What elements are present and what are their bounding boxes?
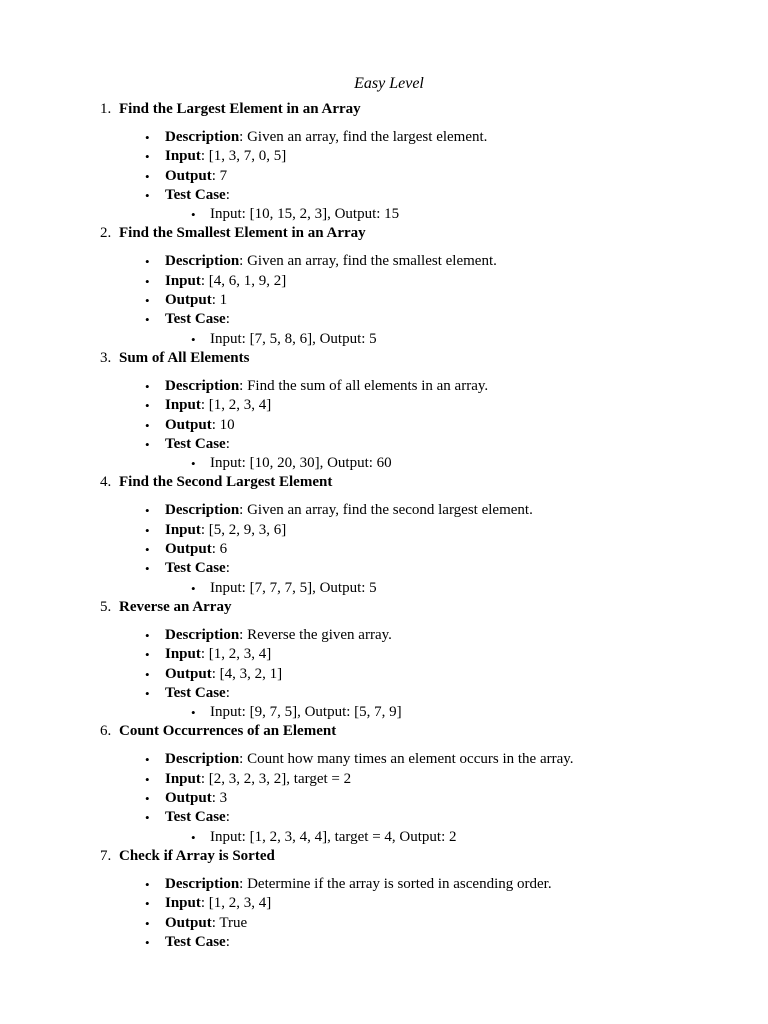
bullet-icon: • [145, 378, 150, 394]
input-value: [4, 6, 1, 9, 2] [208, 272, 287, 289]
output-label: Output [165, 665, 212, 682]
detail-text [165, 147, 286, 166]
description-label: Description [165, 875, 240, 892]
test-case-entry [0, 579, 768, 598]
test-case-item [0, 435, 768, 454]
bullet-icon: • [145, 130, 150, 145]
output-label: Output [165, 541, 212, 558]
detail-text [165, 875, 552, 894]
detail-text [165, 540, 227, 559]
bullet-icon: • [191, 705, 196, 721]
problem-title: Find the Smallest Element in an Array [119, 225, 366, 242]
output-value: 7 [219, 167, 228, 184]
problem-number: 6. [100, 723, 112, 740]
description-item [0, 252, 768, 271]
detail-list [0, 866, 768, 952]
label-separator: : [211, 665, 220, 682]
detail-text [165, 684, 230, 703]
detail-text [165, 914, 247, 933]
problem-number: 5. [100, 598, 112, 615]
label-separator: : [211, 790, 220, 807]
test-case-item [0, 186, 768, 205]
detail-text [165, 521, 286, 540]
bullet-icon: • [145, 934, 150, 950]
output-value: True [219, 914, 248, 931]
detail-text [165, 770, 351, 789]
test-case-label: Test Case [165, 933, 226, 950]
detail-text [165, 894, 271, 913]
problem-number: 7. [100, 847, 112, 864]
detail-text [165, 128, 487, 147]
output-label: Output [165, 790, 212, 807]
output-item [0, 665, 768, 684]
bullet-icon: • [145, 685, 150, 701]
test-case-entry [0, 828, 768, 847]
output-item [0, 540, 768, 559]
problem-title: Reverse an Array [119, 598, 232, 615]
test-case-entry [0, 330, 768, 349]
detail-text [165, 377, 488, 396]
description-label: Description [165, 751, 240, 768]
detail-text [165, 559, 230, 578]
description-value: Reverse the given array. [247, 626, 392, 643]
test-case-label: Test Case [165, 311, 226, 328]
label-separator: : [211, 167, 220, 184]
label-separator: : [211, 292, 220, 309]
label-separator: : [239, 377, 248, 394]
detail-text [165, 750, 574, 769]
label-separator: : [200, 770, 209, 787]
test-case-colon: : [225, 560, 230, 577]
detail-list [0, 368, 768, 473]
label-separator: : [200, 148, 209, 165]
input-label: Input [165, 770, 201, 787]
problem-list [0, 100, 768, 952]
bullet-icon: • [191, 829, 196, 845]
output-item [0, 291, 768, 310]
problem-3 [0, 349, 768, 473]
description-value: Count how many times an element occurs in the array. [247, 751, 574, 768]
input-value: [5, 2, 9, 3, 6] [208, 521, 287, 538]
detail-text [165, 808, 230, 827]
description-item [0, 750, 768, 769]
bullet-icon: • [191, 331, 196, 347]
description-item [0, 875, 768, 894]
bullet-icon: • [145, 417, 150, 433]
label-separator: : [239, 253, 248, 270]
detail-text [165, 272, 286, 291]
description-label: Description [165, 129, 240, 145]
test-case-colon: : [225, 933, 230, 950]
label-separator: : [239, 626, 248, 643]
problem-number: 3. [100, 349, 112, 366]
test-case-entry [0, 205, 768, 224]
problem-number: 2. [100, 225, 112, 242]
bullet-icon: • [145, 896, 150, 912]
test-case-colon: : [225, 684, 230, 701]
bullet-icon: • [145, 312, 150, 328]
bullet-icon: • [191, 207, 196, 223]
output-item [0, 914, 768, 933]
detail-text [165, 291, 227, 310]
problem-heading [0, 598, 768, 618]
test-case-value: Input: [7, 5, 8, 6], Output: 5 [210, 330, 377, 347]
detail-text [165, 645, 271, 664]
test-case-value: Input: [10, 15, 2, 3], Output: 15 [210, 206, 400, 223]
bullet-icon: • [191, 580, 196, 596]
problem-heading [0, 100, 768, 120]
test-case-item [0, 933, 768, 952]
output-label: Output [165, 914, 212, 931]
label-separator: : [211, 541, 220, 558]
input-value: [1, 2, 3, 4] [208, 895, 272, 912]
test-case-item [0, 559, 768, 578]
detail-text [165, 933, 230, 952]
description-label: Description [165, 626, 240, 643]
label-separator: : [239, 875, 248, 892]
bullet-icon: • [145, 187, 150, 203]
problem-title: Check if Array is Sorted [119, 847, 275, 864]
description-label: Description [165, 377, 240, 394]
problem-number: 4. [100, 474, 112, 491]
detail-list [0, 742, 768, 847]
output-label: Output [165, 292, 212, 309]
problem-2 [0, 224, 768, 348]
description-value: Given an array, find the largest element. [247, 129, 488, 145]
label-separator: : [211, 416, 220, 433]
description-value: Determine if the array is sorted in ascending order. [247, 875, 552, 892]
description-item [0, 501, 768, 520]
test-case-colon: : [225, 311, 230, 328]
input-item [0, 645, 768, 664]
input-label: Input [165, 895, 201, 912]
output-value: [4, 3, 2, 1] [219, 665, 283, 682]
test-case-colon: : [225, 809, 230, 826]
label-separator: : [239, 129, 248, 145]
output-item [0, 416, 768, 435]
output-value: 6 [219, 541, 228, 558]
bullet-icon: • [145, 647, 150, 663]
label-separator: : [200, 521, 209, 538]
description-value: Given an array, find the second largest element. [247, 502, 533, 519]
problem-title: Count Occurrences of an Element [119, 723, 337, 740]
test-case-label: Test Case [165, 186, 226, 203]
detail-text [165, 396, 271, 415]
output-label: Output [165, 416, 212, 433]
test-case-value: Input: [7, 7, 7, 5], Output: 5 [210, 579, 377, 596]
description-item [0, 377, 768, 396]
problem-7 [0, 847, 768, 952]
output-label: Output [165, 167, 212, 184]
detail-list [0, 244, 768, 349]
input-item [0, 396, 768, 415]
detail-text [165, 310, 230, 329]
test-case-label: Test Case [165, 560, 226, 577]
test-case-colon: : [225, 435, 230, 452]
bullet-icon: • [145, 254, 150, 270]
description-value: Find the sum of all elements in an array. [247, 377, 489, 394]
test-case-entry [0, 454, 768, 473]
bullet-icon: • [145, 398, 150, 414]
input-label: Input [165, 272, 201, 289]
test-case-value: Input: [1, 2, 3, 4, 4], target = 4, Output: 2 [210, 828, 457, 845]
problem-heading [0, 349, 768, 369]
input-value: [1, 2, 3, 4] [208, 646, 272, 663]
label-separator: : [200, 397, 209, 414]
test-case-value: Input: [10, 20, 30], Output: 60 [210, 455, 392, 472]
test-case-colon: : [225, 186, 230, 203]
input-item [0, 770, 768, 789]
test-case-label: Test Case [165, 809, 226, 826]
label-separator: : [239, 502, 248, 519]
output-item [0, 789, 768, 808]
label-separator: : [211, 914, 220, 931]
output-item [0, 167, 768, 186]
problem-4 [0, 473, 768, 597]
bullet-icon: • [145, 666, 150, 682]
problem-title: Sum of All Elements [119, 349, 250, 366]
detail-text [165, 167, 227, 186]
input-value: [2, 3, 2, 3, 2], target = 2 [208, 770, 352, 787]
bullet-icon: • [145, 627, 150, 643]
bullet-icon: • [145, 752, 150, 768]
problem-heading [0, 473, 768, 493]
detail-text [165, 789, 227, 808]
detail-list [0, 617, 768, 722]
bullet-icon: • [145, 561, 150, 577]
detail-text [165, 252, 497, 271]
description-value: Given an array, find the smallest element. [247, 253, 497, 270]
input-value: [1, 2, 3, 4] [208, 397, 272, 414]
detail-text [165, 416, 235, 435]
problem-1 [0, 100, 768, 224]
test-case-label: Test Case [165, 435, 226, 452]
label-separator: : [239, 751, 248, 768]
bullet-icon: • [145, 522, 150, 538]
bullet-icon: • [145, 542, 150, 558]
output-value: 10 [219, 416, 235, 433]
problem-title: Find the Largest Element in an Array [119, 101, 361, 117]
test-case-item [0, 808, 768, 827]
input-item [0, 272, 768, 291]
label-separator: : [200, 272, 209, 289]
output-value: 1 [219, 292, 228, 309]
label-separator: : [200, 895, 209, 912]
problem-heading [0, 847, 768, 867]
detail-text [165, 435, 230, 454]
problem-number: 1. [100, 101, 112, 117]
problem-6 [0, 722, 768, 846]
input-label: Input [165, 521, 201, 538]
detail-text [165, 626, 392, 645]
input-value: [1, 3, 7, 0, 5] [208, 148, 287, 165]
bullet-icon: • [145, 791, 150, 807]
test-case-value: Input: [9, 7, 5], Output: [5, 7, 9] [210, 704, 402, 721]
bullet-icon: • [145, 503, 150, 519]
problem-title: Find the Second Largest Element [119, 474, 333, 491]
page-title: Easy Level [354, 75, 424, 92]
bullet-icon: • [145, 149, 150, 165]
bullet-icon: • [145, 273, 150, 289]
bullet-icon: • [145, 168, 150, 184]
problem-5 [0, 598, 768, 722]
problem-heading [0, 722, 768, 742]
bullet-icon: • [145, 810, 150, 826]
bullet-icon: • [145, 293, 150, 309]
bullet-icon: • [145, 876, 150, 892]
input-item [0, 521, 768, 540]
label-separator: : [200, 646, 209, 663]
bullet-icon: • [145, 771, 150, 787]
test-case-entry [0, 703, 768, 722]
description-label: Description [165, 502, 240, 519]
detail-text [165, 665, 282, 684]
problem-heading [0, 224, 768, 244]
bullet-icon: • [145, 915, 150, 931]
detail-list [0, 493, 768, 598]
detail-text [165, 186, 230, 205]
output-value: 3 [219, 790, 228, 807]
input-label: Input [165, 646, 201, 663]
detail-text [165, 501, 533, 520]
bullet-icon: • [145, 436, 150, 452]
description-item [0, 626, 768, 645]
test-case-item [0, 310, 768, 329]
test-case-item [0, 684, 768, 703]
test-case-label: Test Case [165, 684, 226, 701]
input-item [0, 894, 768, 913]
description-item [0, 128, 768, 147]
bullet-icon: • [191, 456, 196, 472]
input-label: Input [165, 148, 201, 165]
input-item [0, 147, 768, 166]
detail-list [0, 120, 768, 225]
input-label: Input [165, 397, 201, 414]
description-label: Description [165, 253, 240, 270]
